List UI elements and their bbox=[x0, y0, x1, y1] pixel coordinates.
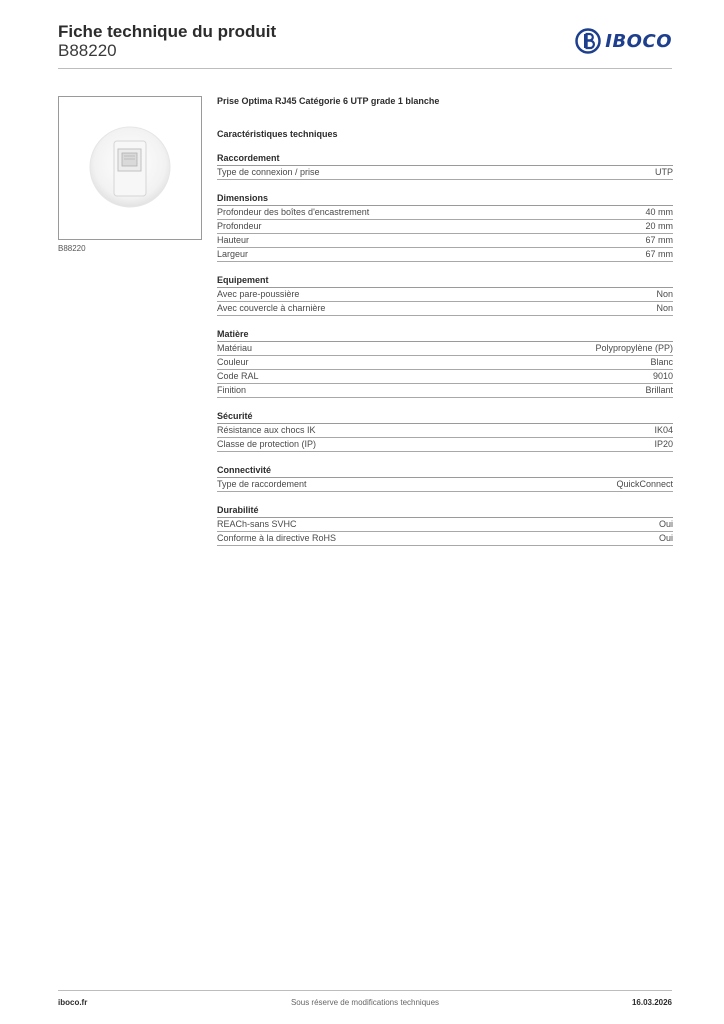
spec-value: Blanc bbox=[650, 357, 673, 367]
spec-value: Oui bbox=[658, 519, 673, 529]
spec-label: Code RAL bbox=[217, 371, 259, 381]
spec-row bbox=[217, 248, 673, 262]
spec-label: Avec pare-poussière bbox=[217, 289, 300, 299]
spec-section bbox=[217, 504, 673, 546]
section-title: Connectivité bbox=[217, 464, 673, 478]
brand-logo bbox=[575, 28, 672, 54]
spec-row bbox=[217, 302, 673, 316]
spec-value: Brillant bbox=[645, 385, 673, 395]
spec-row bbox=[217, 234, 673, 248]
footer-date: 16.03.2026 bbox=[631, 998, 672, 1007]
spec-row bbox=[217, 532, 673, 546]
brand-logo-text: IBOCO bbox=[605, 30, 672, 52]
spec-row bbox=[217, 220, 673, 234]
spec-row bbox=[217, 342, 673, 356]
section-title: Durabilité bbox=[217, 504, 673, 518]
spec-label: Type de connexion / prise bbox=[217, 167, 320, 177]
spec-value: 67 mm bbox=[645, 235, 673, 245]
spec-label: Finition bbox=[217, 385, 247, 395]
spec-value: 20 mm bbox=[645, 221, 673, 231]
spec-row bbox=[217, 206, 673, 220]
product-reference: B88220 bbox=[58, 41, 117, 60]
spec-heading: Caractéristiques techniques bbox=[217, 129, 338, 139]
spec-label: Conforme à la directive RoHS bbox=[217, 533, 337, 543]
spec-row bbox=[217, 424, 673, 438]
product-image bbox=[58, 96, 202, 240]
spec-row bbox=[217, 166, 673, 180]
spec-label: Type de raccordement bbox=[217, 479, 307, 489]
spec-value: Non bbox=[656, 303, 673, 313]
section-title: Raccordement bbox=[217, 152, 673, 166]
footer-divider bbox=[58, 990, 672, 991]
section-title: Equipement bbox=[217, 274, 673, 288]
spec-label: Profondeur bbox=[217, 221, 262, 231]
section-title: Dimensions bbox=[217, 192, 673, 206]
spec-value: IP20 bbox=[654, 439, 673, 449]
spec-section bbox=[217, 274, 673, 316]
spec-row bbox=[217, 384, 673, 398]
spec-label: Profondeur des boîtes d'encastrement bbox=[217, 207, 370, 217]
spec-value: Non bbox=[656, 289, 673, 299]
spec-section bbox=[217, 152, 673, 180]
spec-label: REACh-sans SVHC bbox=[217, 519, 297, 529]
spec-label: Hauteur bbox=[217, 235, 250, 245]
spec-section bbox=[217, 328, 673, 398]
document-title: Fiche technique du produit bbox=[58, 22, 277, 41]
spec-label: Largeur bbox=[217, 249, 249, 259]
section-title: Sécurité bbox=[217, 410, 673, 424]
footer-website: iboco.fr bbox=[58, 998, 88, 1007]
section-title: Matière bbox=[217, 328, 673, 342]
rj45-socket-icon bbox=[59, 97, 201, 239]
iboco-logo-icon bbox=[575, 28, 601, 54]
product-name: Prise Optima RJ45 Catégorie 6 UTP grade 1 blanche bbox=[217, 96, 440, 106]
spec-section bbox=[217, 464, 673, 492]
header-divider bbox=[58, 68, 672, 69]
image-caption: B88220 bbox=[58, 244, 86, 253]
spec-label: Avec couvercle à charnière bbox=[217, 303, 326, 313]
spec-row bbox=[217, 438, 673, 452]
spec-row bbox=[217, 370, 673, 384]
spec-row bbox=[217, 518, 673, 532]
spec-value: QuickConnect bbox=[616, 479, 673, 489]
spec-section bbox=[217, 410, 673, 452]
spec-row bbox=[217, 356, 673, 370]
spec-value: UTP bbox=[655, 167, 673, 177]
page-footer bbox=[58, 998, 672, 1010]
spec-row bbox=[217, 288, 673, 302]
footer-notice: Sous réserve de modifications techniques bbox=[290, 998, 440, 1007]
spec-label: Classe de protection (IP) bbox=[217, 439, 317, 449]
spec-value: IK04 bbox=[654, 425, 673, 435]
page-header bbox=[58, 22, 672, 68]
spec-row bbox=[217, 478, 673, 492]
spec-value: 67 mm bbox=[645, 249, 673, 259]
spec-content bbox=[217, 96, 673, 546]
spec-value: 40 mm bbox=[645, 207, 673, 217]
spec-label: Matériau bbox=[217, 343, 253, 353]
spec-sections bbox=[217, 152, 673, 546]
spec-label: Résistance aux chocs IK bbox=[217, 425, 316, 435]
spec-section bbox=[217, 192, 673, 262]
spec-value: 9010 bbox=[652, 371, 673, 381]
spec-value: Oui bbox=[658, 533, 673, 543]
spec-label: Couleur bbox=[217, 357, 249, 367]
spec-value: Polypropylène (PP) bbox=[595, 343, 673, 353]
